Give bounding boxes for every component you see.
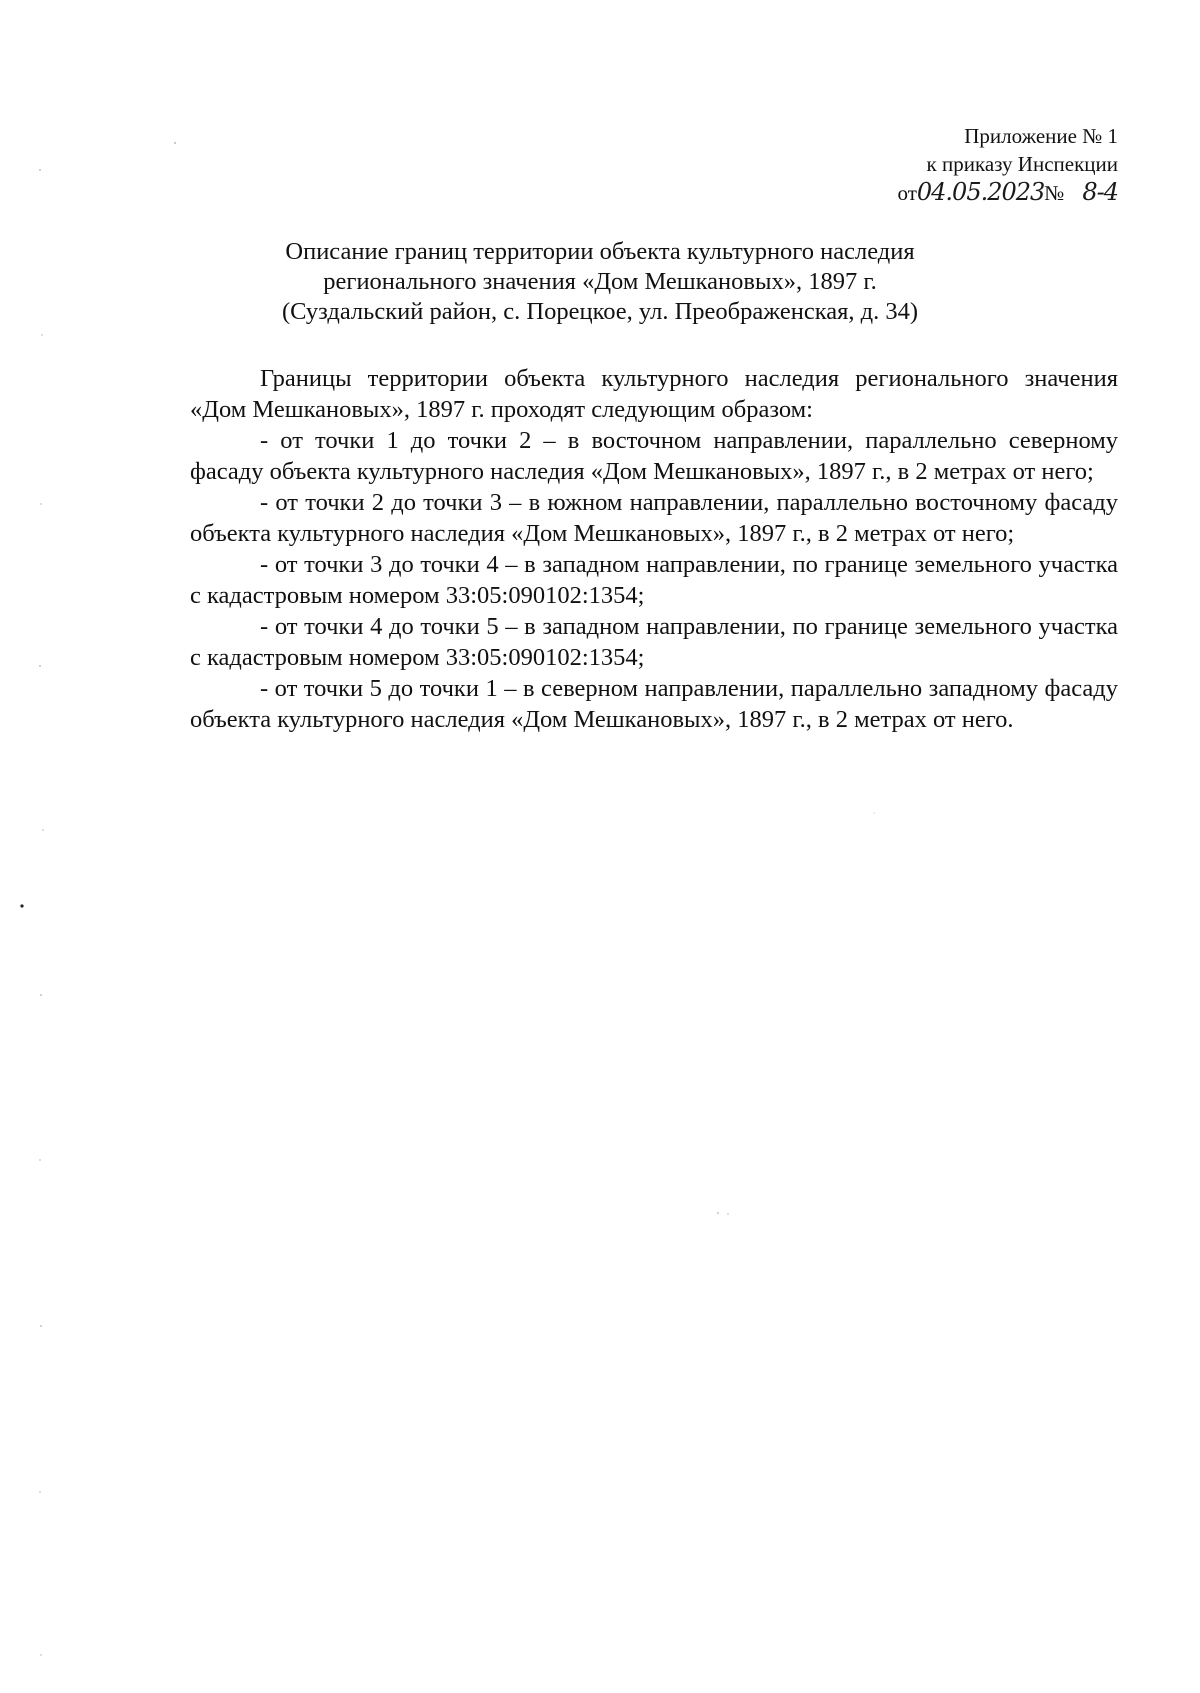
document-title (0, 237, 1200, 327)
date-prefix: от (897, 181, 917, 205)
title-line-3: (Суздальский район, с. Порецкое, ул. Преображенская, д. 34) (281, 298, 918, 325)
body-paragraph-segment-3-4: - от точки 3 до точки 4 – в западном направлении, по границе земельного участка с кадастровым номером 33:05:090102:1354; (190, 551, 1118, 609)
number-sign: № (1044, 181, 1065, 205)
appendix-header (897, 122, 1118, 207)
appendix-date-line (897, 178, 1118, 207)
body-paragraph-intro: Границы территории объекта культурного наследия регионального значения «Дом Мешкановых», 1897 г. проходят следующим образом: (190, 365, 1118, 423)
document-body (190, 363, 1118, 735)
handwritten-order-number: 8-4 (1082, 178, 1118, 206)
title-line-1: Описание границ территории объекта культурного наследия (285, 238, 915, 265)
body-paragraph-segment-4-5: - от точки 4 до точки 5 – в западном направлении, по границе земельного участка с кадастровым номером 33:05:090102:1354; (190, 613, 1118, 671)
body-paragraph-segment-1-2: - от точки 1 до точки 2 – в восточном направлении, параллельно северному фасаду объекта культурного наследия «Дом Мешкановых», 1897 г., в 2 метрах от него; (190, 427, 1118, 485)
appendix-order-reference: к приказу Инспекции (926, 152, 1118, 176)
body-paragraph-segment-2-3: - от точки 2 до точки 3 – в южном направлении, параллельно восточному фасаду объекта культурного наследия «Дом Мешкановых», 1897 г., в 2 метрах от него; (190, 489, 1118, 547)
title-line-2: регионального значения «Дом Мешкановых», 1897 г. (323, 268, 877, 295)
body-paragraph-segment-5-1: - от точки 5 до точки 1 – в северном направлении, параллельно западному фасаду объекта культурного наследия «Дом Мешкановых», 1897 г., в 2 метрах от него. (190, 675, 1118, 733)
appendix-title: Приложение № 1 (964, 124, 1118, 148)
handwritten-date: 04.05.2023 (916, 178, 1045, 206)
